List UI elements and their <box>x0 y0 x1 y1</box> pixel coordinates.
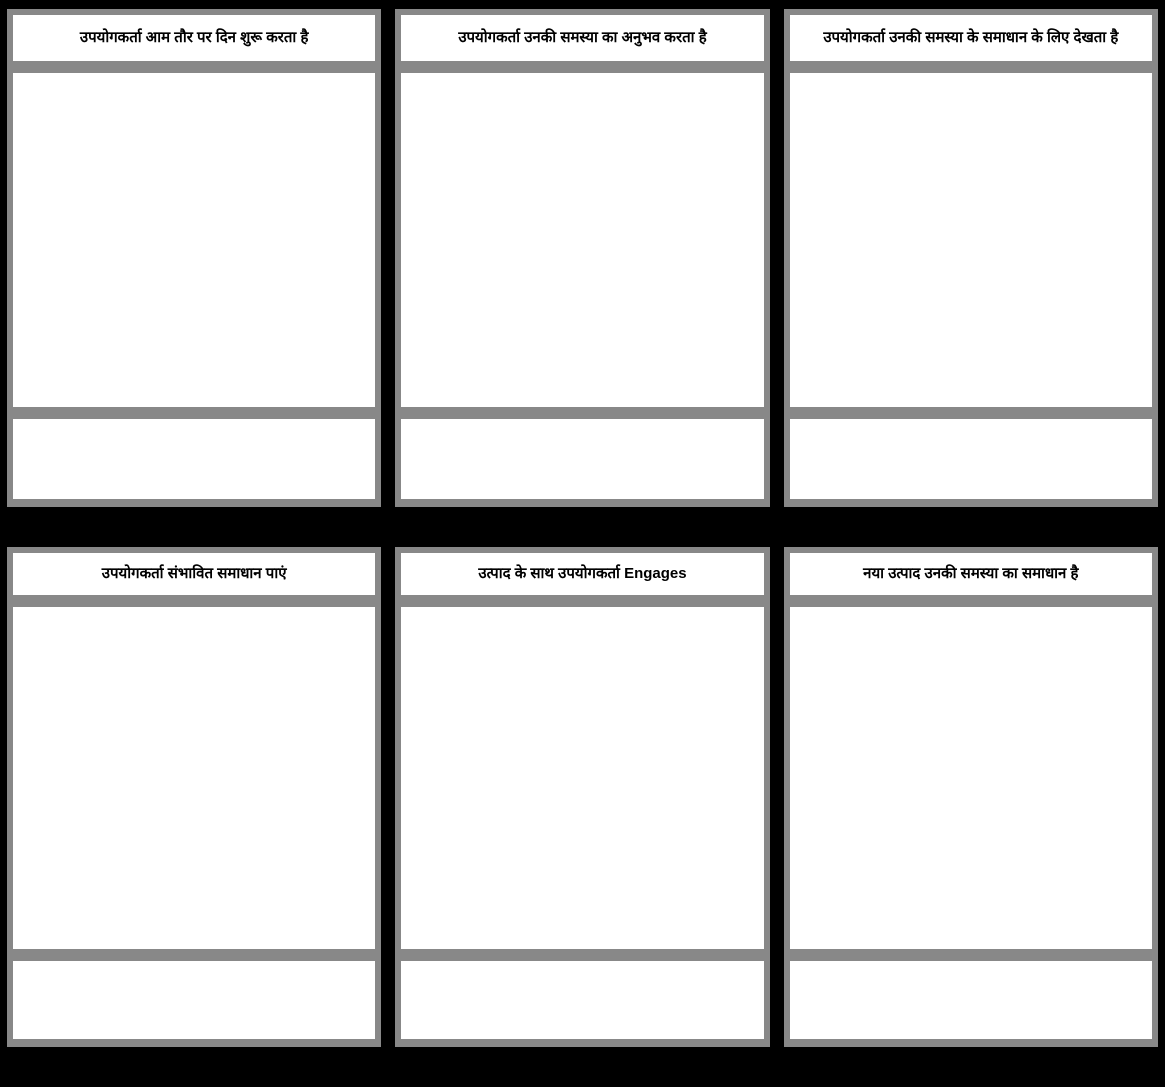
cell-art-1[interactable] <box>10 70 378 410</box>
cell-title-1[interactable]: उपयोगकर्ता आम तौर पर दिन शुरू करता है <box>10 12 378 64</box>
storyboard-cell-4[interactable] <box>4 544 384 1050</box>
storyboard-cell-1[interactable] <box>4 6 384 510</box>
storyboard-cell-6[interactable] <box>781 544 1161 1050</box>
cell-title-3[interactable]: उपयोगकर्ता उनकी समस्या के समाधान के लिए देखता है <box>787 12 1155 64</box>
storyboard-cell-5[interactable] <box>392 544 772 1050</box>
cell-art-4[interactable] <box>10 604 378 952</box>
cell-caption-4[interactable] <box>10 958 378 1042</box>
cell-art-3[interactable] <box>787 70 1155 410</box>
cell-caption-6[interactable] <box>787 958 1155 1042</box>
storyboard-row-2 <box>0 538 1165 1058</box>
cell-art-2[interactable] <box>398 70 766 410</box>
cell-caption-5[interactable] <box>398 958 766 1042</box>
cell-title-2[interactable]: उपयोगकर्ता उनकी समस्या का अनुभव करता है <box>398 12 766 64</box>
cell-caption-3[interactable] <box>787 416 1155 502</box>
cell-title-6[interactable]: नया उत्पाद उनकी समस्या का समाधान है <box>787 550 1155 598</box>
storyboard-cell-3[interactable] <box>781 6 1161 510</box>
cell-title-4[interactable]: उपयोगकर्ता संभावित समाधान पाएं <box>10 550 378 598</box>
cell-art-5[interactable] <box>398 604 766 952</box>
storyboard-cell-2[interactable] <box>392 6 772 510</box>
cell-title-5[interactable]: उत्पाद के साथ उपयोगकर्ता Engages <box>398 550 766 598</box>
storyboard-row-1 <box>0 0 1165 518</box>
cell-caption-1[interactable] <box>10 416 378 502</box>
cell-art-6[interactable] <box>787 604 1155 952</box>
cell-caption-2[interactable] <box>398 416 766 502</box>
row-divider <box>0 518 1165 538</box>
